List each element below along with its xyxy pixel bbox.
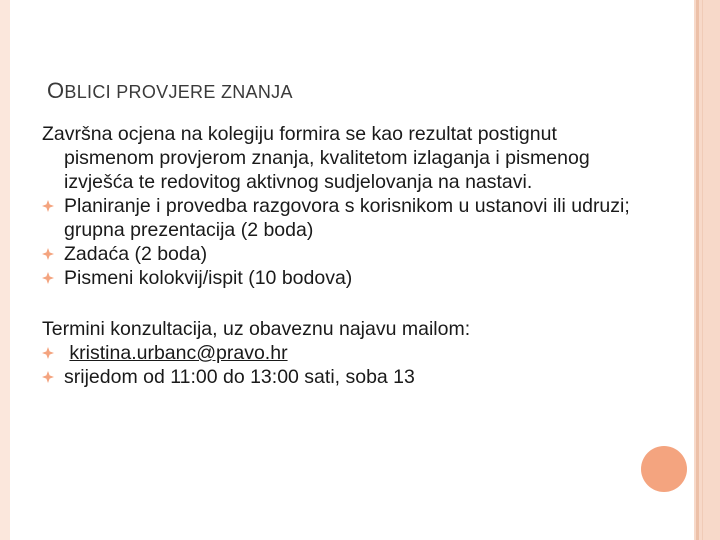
slide-body	[42, 122, 642, 389]
decorative-circle	[641, 446, 687, 492]
slide-title	[47, 78, 293, 104]
slide-left-edge	[0, 0, 10, 540]
decorative-side-band	[694, 0, 720, 540]
slide-title-rest: BLICI PROVJERE ZNANJA	[64, 82, 293, 102]
list-item-text: srijedom od 11:00 do 13:00 sati, soba 13	[64, 366, 415, 388]
list-item	[42, 365, 642, 389]
list-item	[42, 242, 642, 266]
list-item-text: Zadaća (2 boda)	[64, 243, 208, 265]
star-bullet-icon	[42, 272, 54, 284]
star-bullet-icon	[42, 347, 54, 359]
decorative-band-line	[702, 0, 703, 540]
email-link[interactable]: kristina.urbanc@pravo.hr	[69, 342, 288, 364]
star-bullet-icon	[42, 371, 54, 383]
consult-heading: Termini konzultacija, uz obaveznu najavu mailom:	[42, 318, 471, 340]
slide-title-initial: O	[47, 78, 65, 103]
intro-paragraph: Završna ocjena na kolegiju formira se kao rezultat postignut pismenom provjerom znanja, kvalitetom izlaganja i pismenog izvješća te redovitog aktivnog sudjelovanja na nastavi.	[42, 123, 590, 193]
list-item	[42, 341, 642, 365]
list-item	[42, 194, 642, 242]
star-bullet-icon	[42, 200, 54, 212]
decorative-band-line	[696, 0, 699, 540]
list-item	[42, 266, 642, 290]
list-item-text: Pismeni kolokvij/ispit (10 bodova)	[64, 267, 353, 289]
list-item-text: Planiranje i provedba razgovora s korisnikom u ustanovi ili udruzi; grupna prezentacija (2 boda)	[64, 195, 630, 241]
star-bullet-icon	[42, 248, 54, 260]
spacer	[42, 290, 642, 317]
